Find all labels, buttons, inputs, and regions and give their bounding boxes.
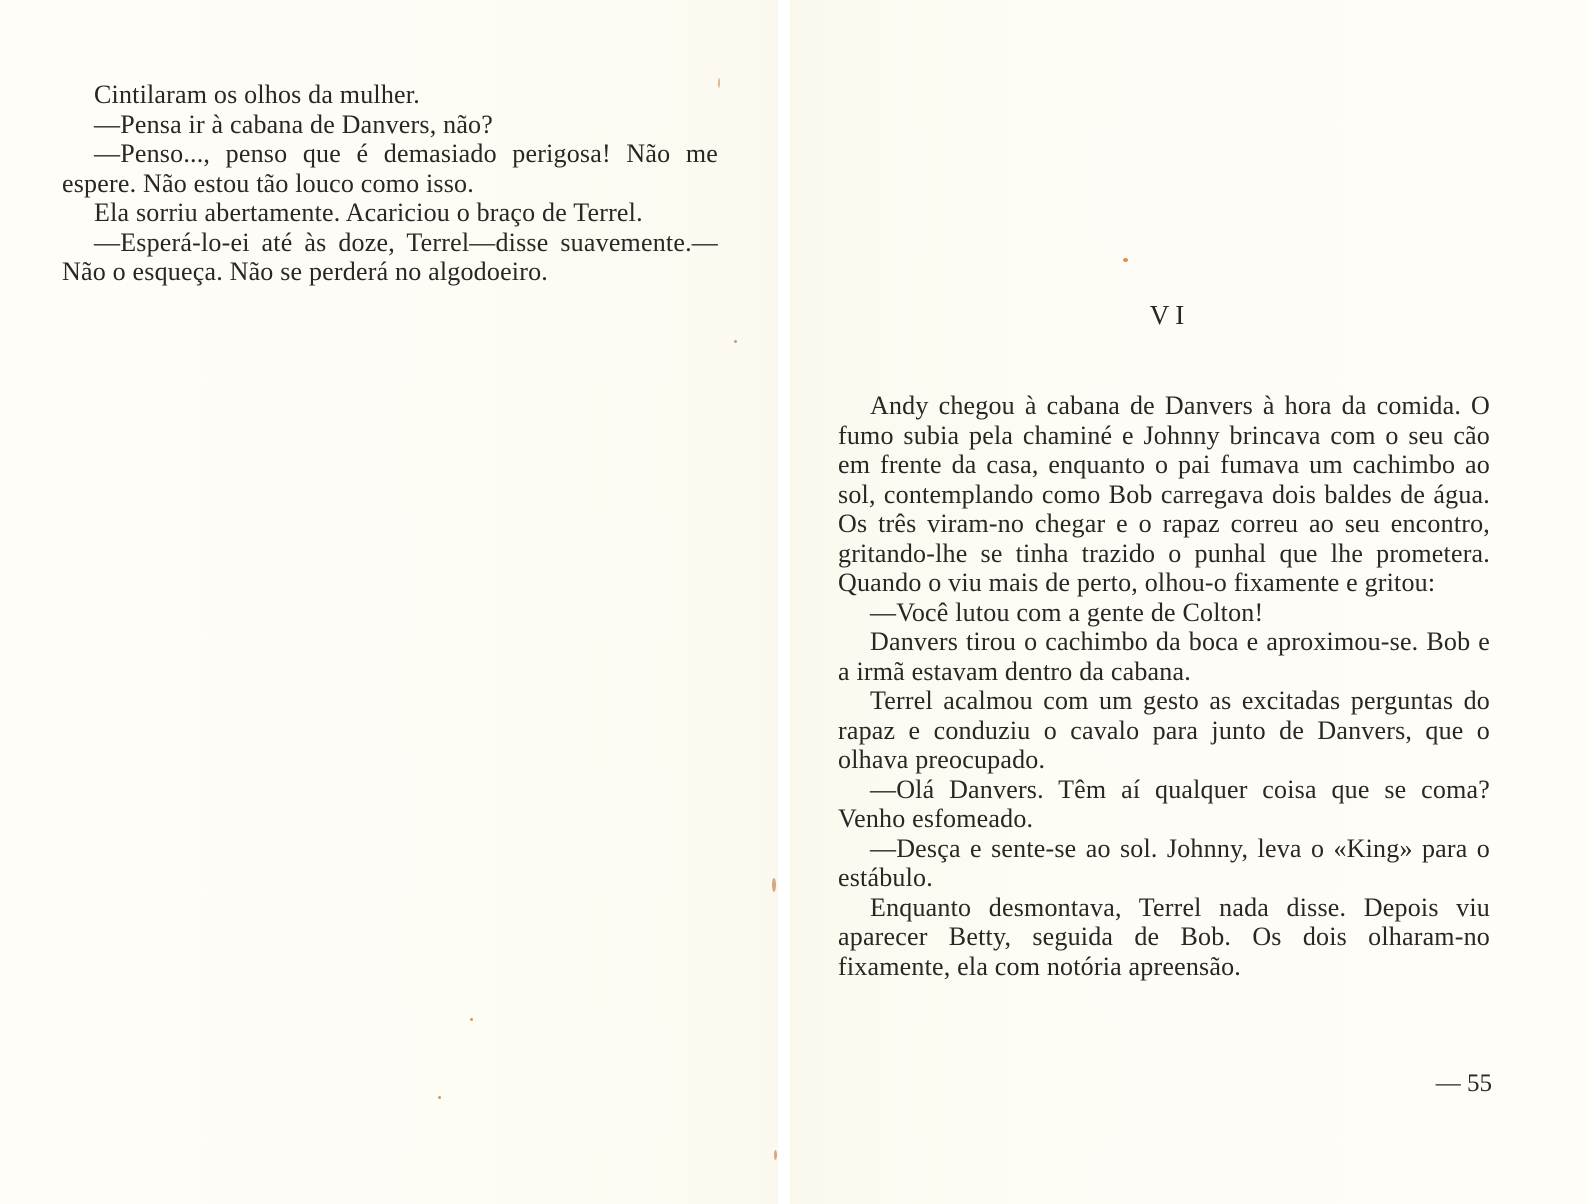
paper-speck	[1123, 258, 1128, 262]
paper-speck	[718, 78, 720, 88]
paper-speck	[772, 878, 776, 892]
page-number: — 55	[1435, 1070, 1492, 1097]
left-paragraph-1: Cintilaram os olhos da mulher.	[94, 80, 420, 109]
left-paragraph-3: —Penso..., penso que é demasiado perigosa! Não me espere. Não estou tão louco como isso.	[62, 139, 718, 198]
right-paragraph-3: Danvers tirou o cachimbo da boca e aproximou-se. Bob e a irmã estavam dentro da cabana.	[838, 627, 1490, 686]
right-paragraph-6: —Desça e sente-se ao sol. Johnny, leva o «King» para o estábulo.	[838, 833, 1490, 892]
right-page-text	[838, 391, 1490, 981]
right-paragraph-2: —Você lutou com a gente de Colton!	[870, 597, 1264, 627]
right-paragraph-1: Andy chegou à cabana de Danvers à hora da comida. O fumo subia pela chaminé e Johnny brincava com o seu cão em frente da casa, enquanto o pai fumava um cachimbo ao sol, contemplando como Bob carregava dois baldes de água. Os três viram-no chegar e o rapaz correu ao seu encontro, gritando-lhe se tinha trazido o punhal que lhe prometera. Quando o viu mais de perto, olhou-o fixamente e gritou:	[838, 391, 1490, 597]
paper-speck	[438, 1096, 441, 1099]
left-paragraph-2: —Pensa ir à cabana de Danvers, não?	[94, 109, 493, 139]
left-paragraph-5: —Esperá-lo-ei até às doze, Terrel—disse suavemente.—Não o esqueça. Não se perderá no algodoeiro.	[62, 227, 718, 286]
right-paragraph-5: —Olá Danvers. Têm aí qualquer coisa que se coma? Venho esfomeado.	[838, 774, 1490, 833]
right-paragraph-7: Enquanto desmontava, Terrel nada disse. Depois viu aparecer Betty, seguida de Bob. Os dois olharam-no fixamente, ela com notória apreensão.	[838, 892, 1490, 981]
left-page-text	[62, 80, 718, 287]
paper-speck	[774, 1150, 777, 1160]
paper-speck	[734, 340, 737, 343]
left-paragraph-4: Ela sorriu abertamente. Acariciou o braço de Terrel.	[94, 198, 643, 227]
left-page	[0, 0, 780, 1204]
right-paragraph-4: Terrel acalmou com um gesto as excitadas perguntas do rapaz e conduziu o cavalo para junto de Danvers, que o olhava preocupado.	[838, 686, 1490, 774]
chapter-heading: VI	[1149, 300, 1191, 330]
paper-speck	[470, 1018, 473, 1021]
